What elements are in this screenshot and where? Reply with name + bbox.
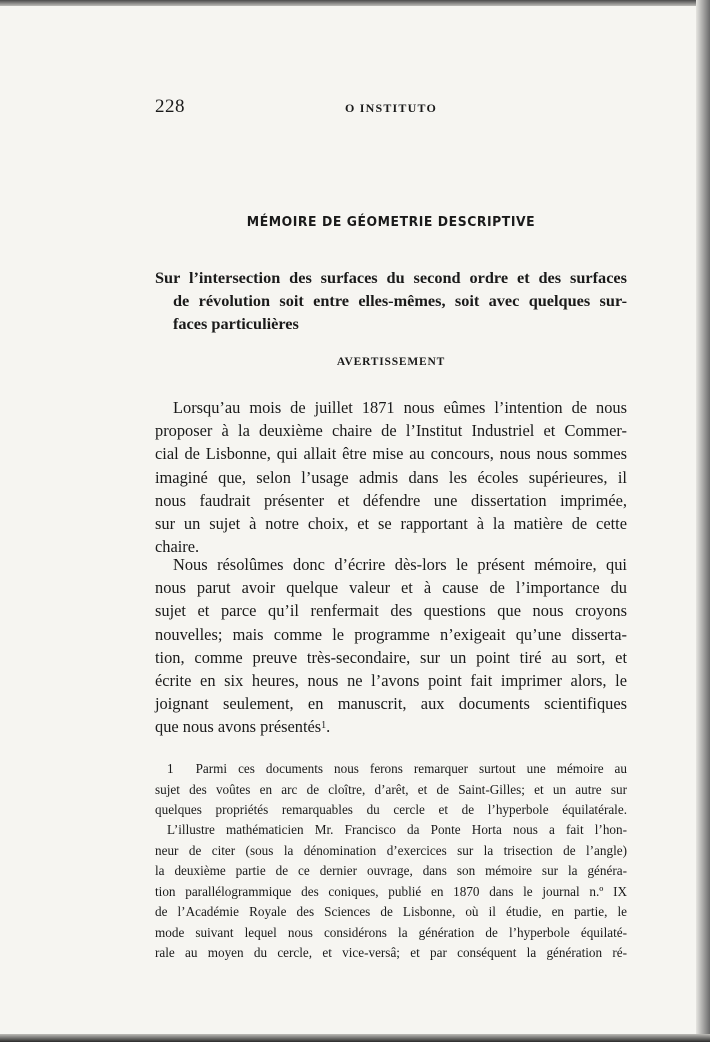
footnote-line: sujet des voûtes en arc de cloître, d’arêt, et de Saint-Gilles; et un autre sur	[155, 781, 627, 797]
text-line: Lorsqu’au mois de juillet 1871 nous eûmes l’intention de nous	[173, 398, 627, 417]
text-line: sujet et parce qu’il renfermait des questions que nous croyons	[155, 601, 627, 621]
text-line: nous faudrait présenter et défendre une dissertation imprimée,	[155, 490, 627, 510]
footnote-line: neur de citer (sous la dénomination d’exercices sur la trisection de l’angle)	[155, 842, 627, 858]
text-line: sur un sujet à notre choix, et se rapportant à la matière de cette	[155, 514, 627, 534]
subtitle-line: faces particulières	[173, 314, 299, 333]
footnote-2	[155, 820, 627, 964]
paragraph-1	[155, 396, 627, 558]
text-line: imaginé que, selon l’usage admis dans les écoles supérieures, il	[155, 467, 627, 487]
text-fragment: que nous avons présentés	[155, 717, 322, 737]
article-subtitle	[155, 266, 627, 335]
footnote-line: mode suivant lequel nous considérons la génération de l’hyperbole équilaté-	[155, 924, 627, 940]
text-line: Nous résolûmes donc d’écrire dès-lors le présent mémoire, qui	[173, 555, 627, 574]
paragraph-2	[155, 553, 627, 742]
footnote-line: de l’Académie Royale des Sciences de Lisbonne, où il étudie, en partie, le	[155, 904, 627, 919]
subtitle-line: de révolution soit entre elles-mêmes, soit avec quelques sur-	[173, 291, 627, 310]
footnote-line: la deuxième partie de ce dernier ouvrage, dans son mémoire sur la généra-	[155, 863, 627, 878]
text-line-with-footnote	[155, 715, 627, 741]
subtitle-line: Sur l’intersection des surfaces du second ordre et des surfaces	[155, 268, 627, 287]
page-bottom-edge	[0, 1034, 710, 1042]
footnote-line: tion parallélogrammique des coniques, publié en 1870 dans le journal n.º IX	[155, 883, 627, 899]
footnote-line	[155, 759, 627, 780]
page-number: 228	[155, 96, 185, 117]
text-line: nous parut avoir quelque valeur et à cause de l’importance du	[155, 578, 627, 598]
page-header	[155, 96, 627, 120]
text-line: joignant seulement, en manuscrit, aux documents scientifiques	[155, 694, 627, 714]
footnote-line: rale au moyen du cercle, et vice-versâ; et par conséquent la génération ré-	[155, 945, 627, 960]
text-line: cial de Lisbonne, qui allait être mise au concours, nous nous sommes	[155, 444, 627, 464]
footnote-reference[interactable]: 1	[321, 720, 327, 732]
footnote-text: Parmi ces documents nous ferons remarquer surtout une mémoire au	[195, 761, 628, 776]
page-spine-shadow	[696, 0, 710, 1042]
section-heading: AVERTISSEMENT	[336, 356, 446, 368]
footnote-line: quelques propriétés remarquables du cercle et de l’hyperbole équilatérale.	[155, 802, 627, 817]
text-line: chaire.	[155, 537, 200, 557]
running-title: O INSTITUTO	[344, 101, 437, 115]
footnote-line: L’illustre mathématicien Mr. Francisco da Ponte Horta nous a fait l’hon-	[167, 822, 627, 837]
text-fragment: .	[326, 717, 331, 737]
page-top-edge	[0, 0, 710, 6]
text-line: nouvelles; mais comme le programme n’exigeait qu’une disserta-	[155, 624, 627, 644]
text-line: écrite en six heures, nous ne l’avons point fait imprimer alors, le	[155, 671, 627, 691]
article-title: MÉMOIRE DE GÉOMETRIE DESCRIPTIVE	[246, 214, 536, 230]
text-line: tion, comme preuve très-secondaire, sur un point tiré au sort, et	[155, 647, 627, 667]
footnote-marker: 1	[167, 761, 174, 776]
footnote-1	[155, 759, 627, 821]
text-line: proposer à la deuxième chaire de l’Institut Industriel et Commer-	[155, 421, 627, 441]
